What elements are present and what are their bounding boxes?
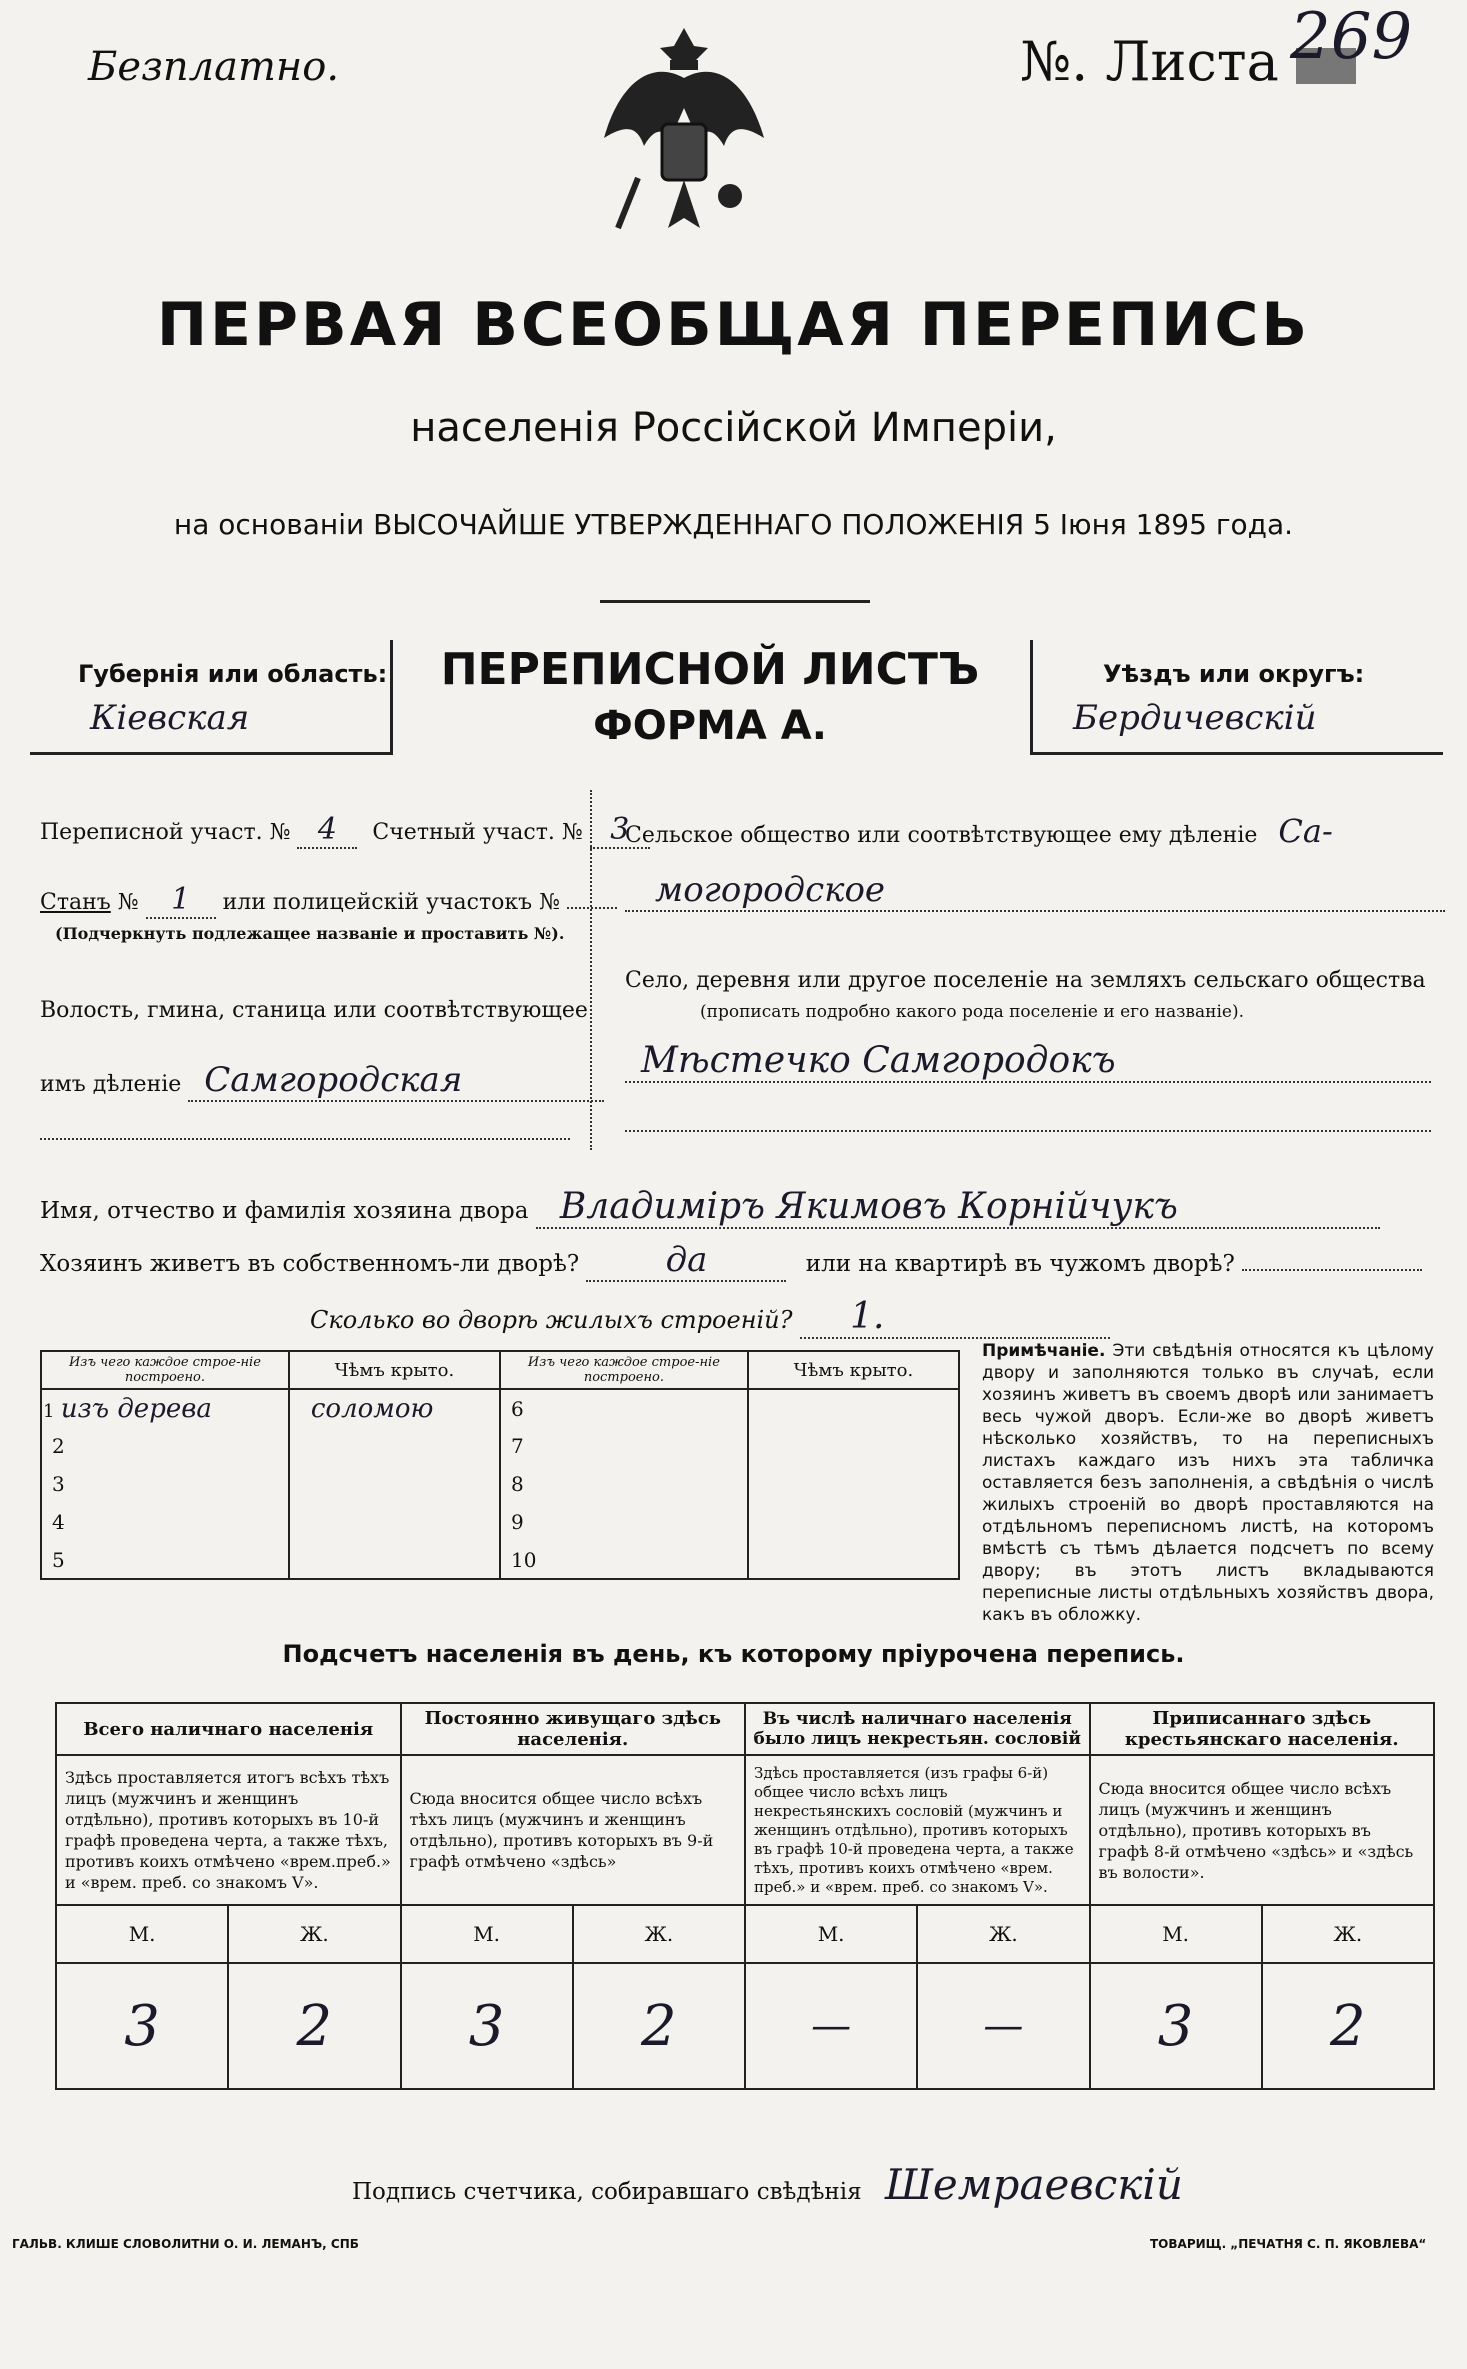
row-num: 1	[43, 1400, 55, 1422]
village-note: (прописать подробно какого рода поселеніе и его названіе).	[700, 1002, 1244, 1022]
total-m-value: 3	[56, 1963, 228, 2089]
count-area-label: Счетный участ. №	[372, 820, 583, 845]
row-num: 9	[500, 1503, 748, 1541]
own-yard-value: да	[586, 1240, 786, 1282]
district-value: Бердичевскій	[1073, 698, 1317, 738]
row-num: 2	[41, 1427, 289, 1465]
village-value: Мѣстечко Самгородокъ	[625, 1040, 1431, 1083]
buildings-table	[40, 1350, 960, 1580]
district-label: Уѣздъ или округъ:	[1103, 660, 1365, 688]
ornament-divider	[600, 600, 870, 607]
volost-row	[40, 1060, 604, 1102]
peasant-m-label: М.	[1090, 1905, 1262, 1963]
row-num: 10	[500, 1541, 748, 1579]
col-nonpeasant-header: Въ числѣ наличнаго населенія было лицъ некрестьян. сословій	[745, 1703, 1090, 1755]
signature-row	[352, 2160, 1305, 2209]
nonpeasant-m-label: М.	[745, 1905, 917, 1963]
material-header-left: Изъ чего каждое строе-ніе построено.	[41, 1351, 289, 1389]
row-num: 8	[500, 1465, 748, 1503]
underline-note: (Подчеркнуть подлежащее названіе и проставить №).	[55, 924, 565, 943]
census-area-value: 4	[297, 812, 357, 849]
stan-label: Станъ	[40, 890, 111, 915]
peasant-f-value: 2	[1262, 1963, 1434, 2089]
peasant-f-label: Ж.	[1262, 1905, 1434, 1963]
table-row	[41, 1427, 959, 1465]
form-title-box	[400, 640, 1020, 749]
footer-right: ТОВАРИЩ. „ПЕЧАТНЯ С. П. ЯКОВЛЕВА“	[1150, 2237, 1427, 2251]
society-value-1: Са-	[1278, 812, 1333, 850]
form-subtitle: ФОРМА А.	[593, 703, 827, 749]
stan-row	[40, 882, 617, 919]
volost-label: Волость, гмина, станица или соотвѣтствующее	[40, 998, 588, 1023]
rent-value	[1242, 1269, 1422, 1271]
count-area-value: 3	[590, 812, 650, 849]
district-box	[1030, 640, 1443, 755]
permanent-f-value: 2	[573, 1963, 745, 2089]
buildings-value: 1.	[800, 1296, 1110, 1339]
village-label: Село, деревня или другое поселеніе на земляхъ сельскаго общества	[625, 968, 1426, 993]
row1-material: изъ дерева	[60, 1393, 212, 1424]
col-peasant-desc: Сюда вносится общее число всѣхъ лицъ (мужчинъ и женщинъ отдѣльно), противъ которыхъ въ графѣ 8-й отмѣчено «здѣсь» и «здѣсь въ волости».	[1090, 1755, 1435, 1905]
col-total-header: Всего наличнаго населенія	[56, 1703, 401, 1755]
table-row	[41, 1503, 959, 1541]
signature-value: Шемраевскій	[884, 2160, 1183, 2209]
buildings-label: Сколько во дворѣ жилыхъ строеній?	[310, 1306, 793, 1334]
table-row	[41, 1465, 959, 1503]
permanent-f-label: Ж.	[573, 1905, 745, 1963]
permanent-m-value: 3	[401, 1963, 573, 2089]
signature-label: Подпись счетчика, собиравшаго свѣдѣнія	[352, 2179, 862, 2205]
col-peasant-header: Приписаннаго здѣсь крестьянскаго населенія.	[1090, 1703, 1435, 1755]
nonpeasant-f-label: Ж.	[917, 1905, 1089, 1963]
nonpeasant-f-value: —	[917, 1963, 1089, 2089]
volost-value: Самгородская	[188, 1060, 604, 1102]
row-num: 3	[41, 1465, 289, 1503]
double-headed-eagle-emblem	[598, 28, 770, 266]
row-num: 5	[41, 1541, 289, 1579]
own-yard-row	[40, 1240, 1422, 1282]
nonpeasant-m-value: —	[745, 1963, 917, 2089]
note-title: Примѣчаніе.	[982, 1341, 1106, 1361]
row1-roof: соломою	[310, 1393, 434, 1424]
table-row	[41, 1389, 959, 1427]
basis-line: на основаніи ВЫСОЧАЙШЕ УТВЕРЖДЕННАГО ПОЛОЖЕНІЯ 5 Іюня 1895 года.	[173, 508, 1294, 541]
total-f-value: 2	[228, 1963, 400, 2089]
sheet-number-hw: 269	[1290, 0, 1413, 74]
permanent-m-label: М.	[401, 1905, 573, 1963]
area-row	[40, 812, 650, 849]
police-value	[567, 907, 617, 909]
note-block	[982, 1340, 1434, 1626]
owner-name-row	[40, 1186, 1380, 1229]
stan-value: 1	[146, 882, 216, 919]
peasant-m-value: 3	[1090, 1963, 1262, 2089]
free-label: Безплатно.	[88, 44, 340, 90]
col-total-desc: Здѣсь проставляется итогъ всѣхъ тѣхъ лицъ (мужчинъ и женщинъ отдѣльно), противъ которыхъ въ 10-й графѣ проведена черта, а также тѣхъ, противъ коихъ отмѣчено «врем.преб.» и «врем. преб. со знакомъ V».	[56, 1755, 401, 1905]
volost-extra-line	[40, 1138, 570, 1140]
society-value-2: могородское	[625, 870, 1445, 912]
col-permanent-header: Постоянно живущаго здѣсь населенія.	[401, 1703, 746, 1755]
footer-left: ГАЛЬВ. КЛИШЕ СЛОВОЛИТНИ О. И. ЛЕМАНЪ, СПБ	[12, 2237, 359, 2251]
col-nonpeasant-desc: Здѣсь проставляется (изъ графы 6-й) общее число всѣхъ лицъ некрестьянскихъ сословій (мужчинъ и женщинъ отдѣльно), противъ которыхъ въ графѣ 10-й проведена черта, а также тѣхъ, противъ коихъ отмѣчено «врем. преб.» и «врем. преб. со знакомъ V».	[745, 1755, 1090, 1905]
census-area-label: Переписной участ. №	[40, 820, 291, 845]
roof-header-right: Чѣмъ крыто.	[748, 1351, 959, 1389]
page-title: ПЕРВАЯ ВСЕОБЩАЯ ПЕРЕПИСЬ	[156, 290, 1311, 360]
material-header-right: Изъ чего каждое строе-ніе построено.	[500, 1351, 748, 1389]
note-text: Эти свѣдѣнія относятся къ цѣлому двору и заполняются только въ случаѣ, если хозяинъ живетъ въ своемъ дворѣ или занимаетъ весь чужой дворъ. Если-же во дворѣ живетъ нѣсколько хозяйствъ, то на переписныхъ листахъ каждаго изъ нихъ эта табличка оставляется безъ заполненія, а свѣдѣнія о числѣ жилыхъ строеній во дворѣ проставляются на отдѣльномъ переписномъ листѣ, на которомъ вмѣстѣ съ тѣмъ дѣлается подсчетъ по всему двору; въ этотъ листъ вкладываются переписные листы отдѣльныхъ хозяйствъ двора, какъ въ обложку.	[982, 1341, 1434, 1625]
table-row	[41, 1541, 959, 1579]
col-permanent-desc: Сюда вносится общее число всѣхъ тѣхъ лицъ (мужчинъ и женщинъ отдѣльно), противъ которыхъ въ 9-й графѣ отмѣчено «здѣсь»	[401, 1755, 746, 1905]
stan-no-label: №	[117, 890, 139, 915]
village-extra-line	[625, 1130, 1431, 1132]
form-title: ПЕРЕПИСНОЙ ЛИСТЪ	[440, 644, 980, 695]
police-label: или полицейскій участокъ №	[222, 890, 560, 915]
volost-label-2: имъ дѣленіе	[40, 1072, 182, 1097]
province-label: Губернія или область:	[78, 660, 388, 688]
row-num: 4	[41, 1503, 289, 1541]
page-subtitle: населенія Россійской Имперіи,	[410, 405, 1057, 451]
total-m-label: М.	[56, 1905, 228, 1963]
society-label: Сельское общество или соотвѣтствующее ему дѣленіе	[625, 823, 1258, 848]
buildings-row	[310, 1296, 1110, 1339]
row-num: 6	[500, 1389, 748, 1427]
count-section-title: Подсчетъ населенія въ день, къ которому пріурочена перепись.	[282, 1640, 1185, 1668]
owner-name-value: Владиміръ Якимовъ Корнійчукъ	[536, 1186, 1380, 1229]
population-count-table	[55, 1702, 1435, 2090]
owner-name-label: Имя, отчество и фамилія хозяина двора	[40, 1198, 529, 1224]
total-f-label: Ж.	[228, 1905, 400, 1963]
province-value: Кіевская	[90, 698, 250, 738]
society-row	[625, 812, 1333, 850]
own-yard-label: Хозяинъ живетъ въ собственномъ-ли дворѣ?	[40, 1251, 580, 1277]
sheet-label: №. Листа	[1020, 30, 1279, 93]
roof-header-left: Чѣмъ крыто.	[289, 1351, 500, 1389]
row-num: 7	[500, 1427, 748, 1465]
province-box	[30, 640, 393, 755]
rent-label: или на квартирѣ въ чужомъ дворѣ?	[805, 1251, 1235, 1277]
